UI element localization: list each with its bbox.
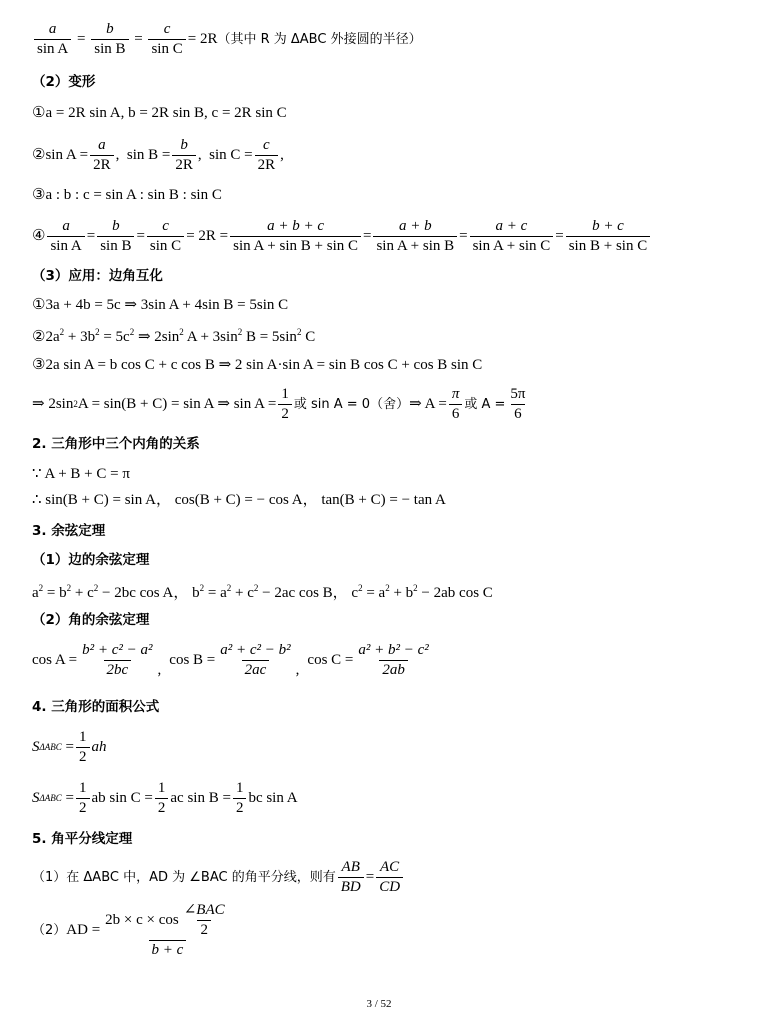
term: 2a (45, 329, 60, 345)
den: 2 (76, 747, 90, 765)
den: sin B (91, 39, 128, 57)
fraction-pi-6 (449, 387, 463, 422)
den: sin A + sin C (470, 236, 554, 254)
fraction-c-sinC (148, 22, 185, 57)
den: sin A (34, 39, 71, 57)
num: ∠BAC (183, 902, 225, 918)
num (102, 903, 232, 940)
fraction-half (155, 781, 169, 816)
heading-angle-cosine: （2）角的余弦定理 (32, 612, 150, 628)
den: sin C (147, 236, 184, 254)
den: 2 (76, 798, 90, 816)
application-4 (32, 387, 530, 422)
sinB-lhs: sin B = (126, 147, 171, 163)
fraction-b-sinB (91, 22, 128, 57)
den: 2bc (104, 660, 132, 678)
term: （2） (32, 923, 67, 938)
term: B = 5sin (242, 329, 297, 345)
application-1: ①3a + 4b = 5c ⇒ 3sin A + 4sin B = 5sin C (32, 297, 289, 313)
heading-application: （3）应用：边角互化 (32, 268, 163, 284)
term: （1）在 ΔABC 中，AD 为 ∠BAC 的角平分线，则有 (32, 870, 336, 885)
fraction (147, 219, 184, 254)
bisector-theorem-1 (32, 860, 405, 895)
term: ⇒ 2sin (32, 396, 74, 412)
transform-2: ② sin A = $\frac{a}{2R}$ , sin B = $\frac{b}{2R}$ , sin C = $\frac{c}{2R}$ , (32, 137, 284, 173)
fraction-5pi-6 (507, 387, 528, 422)
den: 2 (233, 798, 247, 816)
term: 或 sin A = 0 (293, 397, 371, 412)
fraction-ab-bd (338, 860, 364, 895)
den: 2 (197, 920, 211, 938)
angle-identities: ∴ sin(B + C) = sin A， cos(B + C) = − cos A， tan(B + C) = − tan A (32, 492, 446, 508)
sup: 2 (93, 583, 99, 593)
term: 2b × c × cos (105, 912, 179, 928)
term: ab sin C = (91, 790, 153, 806)
sup: 2 (73, 399, 78, 409)
fraction-one-half (278, 387, 292, 422)
den: 2R (90, 155, 114, 173)
term: A + 3sin (183, 329, 238, 345)
angle-sum: ∵ A + B + C = π (32, 466, 130, 482)
term: = (65, 739, 74, 755)
term: = a (204, 585, 227, 601)
sub: ΔABC (39, 793, 62, 803)
term: = (65, 790, 74, 806)
den: 6 (449, 404, 463, 422)
angle-cosine-law (32, 643, 434, 678)
num: c (163, 21, 171, 37)
num: π (451, 386, 460, 402)
sinC-lhs: sin C = (209, 147, 253, 163)
cosC-lhs: cos C = (307, 652, 354, 668)
num: a (48, 21, 57, 37)
den: 2 (155, 798, 169, 816)
fraction-c-2r (255, 138, 279, 173)
sup: 2 (199, 583, 205, 593)
fraction-cosC (355, 643, 431, 678)
sup: 2 (95, 327, 100, 337)
sup: 2 (253, 583, 259, 593)
den: sin A + sin B (373, 236, 457, 254)
den: sin B + sin C (566, 236, 650, 254)
term: （舍） (370, 397, 410, 412)
fraction (470, 219, 554, 254)
fraction (47, 219, 84, 254)
fraction (373, 219, 457, 254)
den: CD (376, 877, 403, 895)
cosB-lhs: cos B = (169, 652, 216, 668)
term: − 2ab cos C (417, 585, 493, 601)
equals-2r: = 2R (187, 31, 218, 47)
term: + c (231, 585, 254, 601)
fraction-half-angle (181, 903, 228, 938)
fraction (97, 219, 134, 254)
term: ac sin B = (170, 790, 231, 806)
term: − 2ac cos B， c (258, 585, 359, 601)
term: − 2bc cos A， b (98, 585, 200, 601)
equals-2r: = 2R = (186, 228, 229, 244)
term: ah (91, 739, 107, 755)
fraction-a-2r (90, 138, 114, 173)
section-4-title: 4. 三角形的面积公式 (32, 699, 160, 715)
section-2-title: 2. 三角形中三个内角的关系 (32, 436, 200, 452)
sup: 2 (38, 583, 44, 593)
fraction (566, 219, 650, 254)
sup: 2 (237, 327, 243, 337)
sup: 2 (179, 327, 184, 337)
sup: 2 (226, 583, 232, 593)
den: sin B (97, 236, 134, 254)
area-formula-2 (32, 781, 298, 816)
num: b (106, 21, 114, 37)
den: b + c (149, 940, 187, 958)
term: AD = (66, 922, 101, 938)
term: S (32, 790, 40, 806)
law-of-sines-line: $\frac{a}{\text{sin A}}$ = $\frac{b}{\text{sin B}}$ = $\frac{c}{\text{sin C}}$ = 2R （其中 R 为 ΔABC 外接圆的半径） (32, 22, 422, 57)
heading-side-cosine: （1）边的余弦定理 (32, 552, 150, 568)
den: 2 (278, 404, 292, 422)
den: 2ac (242, 660, 270, 678)
den: 2R (255, 155, 279, 173)
section-3-title: 3. 余弦定理 (32, 523, 106, 539)
circled-4: ④ (32, 228, 46, 244)
term: + b (389, 585, 414, 601)
num: AC (380, 859, 400, 875)
fraction-b-2r (172, 138, 196, 173)
num: AB (341, 859, 360, 875)
term: = (365, 869, 375, 885)
den: sin A (47, 236, 84, 254)
term: = 5c (99, 329, 130, 345)
term: A = sin(B + C) = sin A ⇒ sin A = (77, 396, 277, 412)
term: a (32, 585, 39, 601)
num: a + b (398, 218, 432, 234)
section-5-title: 5. 角平分线定理 (32, 831, 133, 847)
area-formula-1 (32, 730, 107, 765)
transform-4: ④ $\frac{a}{\text{sin A}}$ = $\frac{b}{\text{sin B}}$ = $\frac{c}{\text{sin C}}$ = 2R = $\frac{a + b + c}{\text{sin A + sin B + sin C}}$ = $\frac{a + b}{\text{sin A + sin B}}$ = $\frac{a + c}{\text{sin A + sin C}}$ = $\frac{b + c}{\text{sin B + sin C}}$ (32, 219, 652, 254)
num: a + b + c (267, 218, 325, 234)
den: 2R (172, 155, 196, 173)
num: 1 (157, 780, 166, 796)
term: ⇒ A = (409, 396, 447, 412)
term: = b (43, 585, 67, 601)
term: C (301, 329, 316, 345)
fraction-half (76, 781, 90, 816)
den: 6 (511, 404, 525, 422)
sup: 2 (59, 327, 65, 337)
side-cosine-law (32, 584, 493, 601)
sup: 2 (296, 327, 302, 337)
num: c (263, 137, 270, 153)
den: 2ab (379, 660, 408, 678)
num: b + c (592, 218, 624, 234)
num: a (98, 137, 106, 153)
sup: 2 (385, 583, 390, 593)
num: 1 (235, 780, 244, 796)
term: = a (362, 585, 386, 601)
sup: 2 (358, 583, 363, 593)
num: a² + c² − b² (220, 642, 291, 658)
num: 5π (510, 386, 526, 402)
den: BD (338, 877, 364, 895)
fraction-a-sinA (34, 22, 71, 57)
term: + 3b (64, 329, 96, 345)
fraction-ad (102, 903, 232, 958)
fraction-half (233, 781, 247, 816)
fraction-ac-cd (376, 860, 403, 895)
sup: 2 (66, 583, 72, 593)
term: bc sin A (248, 790, 298, 806)
fraction (230, 219, 361, 254)
fraction-half (76, 730, 90, 765)
comma: , (157, 662, 162, 678)
sinA-lhs: sin A = (45, 147, 89, 163)
sup: 2 (129, 327, 135, 337)
application-2 (32, 328, 315, 345)
bisector-theorem-2 (32, 903, 235, 958)
heading-transform: （2）变形 (32, 74, 96, 90)
term: S (32, 739, 40, 755)
sup: 2 (413, 583, 418, 593)
term: + c (71, 585, 94, 601)
radius-note: （其中 R 为 ΔABC 外接圆的半径） (217, 32, 422, 47)
fraction-cosA (79, 643, 155, 678)
num: 1 (281, 386, 289, 402)
circled-2: ② (32, 329, 46, 345)
circled-2: ② (32, 147, 46, 163)
application-3: ③2a sin A = b cos C + c cos B ⇒ 2 sin A·sin A = sin B cos C + cos B sin C (32, 357, 483, 373)
term: 或 A = (464, 397, 506, 412)
num: 1 (79, 780, 87, 796)
num: b (112, 218, 120, 234)
num: a² + b² − c² (358, 642, 429, 658)
num: a (62, 218, 70, 234)
num: b (180, 137, 188, 153)
page-number: 3 / 52 (366, 998, 392, 1010)
num: a + c (495, 218, 528, 234)
comma: , (295, 662, 300, 678)
transform-1: ①a = 2R sin A, b = 2R sin B, c = 2R sin C (32, 105, 287, 121)
transform-3: ③a : b : c = sin A : sin B : sin C (32, 187, 222, 203)
num: b² + c² − a² (82, 642, 153, 658)
den: sin A + sin B + sin C (230, 236, 361, 254)
num: c (162, 218, 169, 234)
fraction-cosB (217, 643, 293, 678)
term: ⇒ 2sin (134, 329, 180, 345)
cosA-lhs: cos A = (32, 652, 78, 668)
num: 1 (79, 729, 87, 745)
sub: ΔABC (39, 742, 62, 752)
den: sin C (148, 39, 185, 57)
